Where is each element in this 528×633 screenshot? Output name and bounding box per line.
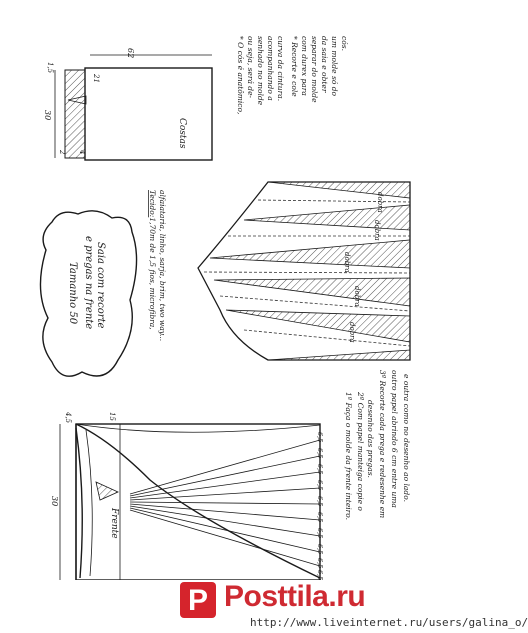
fold-label-1: dobra bbox=[376, 192, 384, 213]
pleat-measure-6: 6,5 bbox=[316, 512, 324, 523]
front-dart-hatch bbox=[96, 482, 118, 500]
pleat-wedge-2 bbox=[244, 205, 410, 230]
back-piece-outline bbox=[85, 68, 212, 160]
pleat-measure-4: 6,5 bbox=[316, 480, 324, 491]
pleat-measure-10: 6,5 bbox=[316, 570, 324, 581]
pleat-wedge-3 bbox=[210, 240, 410, 268]
pleat-wedge-6 bbox=[268, 350, 410, 360]
pleat-measure-1: 6,5 bbox=[316, 432, 324, 443]
back-piece-label: Costas bbox=[177, 118, 187, 149]
back-length-label: 62 bbox=[126, 48, 135, 59]
pleat-ray-8 bbox=[130, 508, 320, 552]
fabric-label: Tecido:1,70m de 1,5 fios, microfibra, bbox=[148, 190, 157, 330]
fold-line-3 bbox=[204, 272, 410, 273]
note1-line3: senhado no molde bbox=[256, 36, 265, 106]
fold-label-5: dobra bbox=[348, 322, 356, 343]
pleat-measure-8: 6,5 bbox=[316, 544, 324, 555]
instructions bbox=[344, 370, 411, 520]
fold-label-3: dobra bbox=[343, 252, 351, 273]
front-top-label: 4,5 bbox=[64, 412, 72, 424]
instruction-1: 1º Faça o molde da frente inteiro. bbox=[344, 392, 353, 521]
note2-line6: cós. bbox=[340, 36, 349, 51]
pleat-measure-2: 6,5 bbox=[316, 448, 324, 459]
instruction-4: 3º Recorte cada prega e redesenhe em bbox=[378, 370, 387, 519]
fold-line-1 bbox=[258, 200, 410, 202]
note2-line4: da saia e obter bbox=[320, 36, 329, 93]
pleat-wedge-1 bbox=[268, 182, 410, 198]
fabric-line2: alfaiataria, linho, sarja, brim, two way... bbox=[158, 190, 167, 342]
back-hem-label-2: 4 bbox=[78, 150, 86, 155]
note2-line5: um molde só do bbox=[330, 36, 339, 97]
title-line2: e pregas na frente bbox=[83, 236, 94, 330]
title-bubble bbox=[40, 211, 136, 376]
back-waist-label: 21 bbox=[92, 74, 100, 83]
pleat-ray-9 bbox=[130, 510, 320, 566]
front-waistband-curve bbox=[76, 428, 82, 578]
note2-line2: com durex para bbox=[300, 36, 309, 96]
pleat-measure-5: 6,5 bbox=[316, 496, 324, 507]
fabric-note bbox=[148, 190, 167, 341]
note1-line4: acompanhando a bbox=[266, 36, 275, 101]
instruction-2: 2º Com papel manteiga copie o bbox=[356, 392, 365, 511]
pleat-measure-9: 6,5 bbox=[316, 558, 324, 569]
pleat-ray-6 bbox=[130, 504, 320, 520]
source-url[interactable]: http://www.liveinternet.ru/users/galina_o/ bbox=[250, 616, 528, 629]
title-line3: Tamanho 50 bbox=[67, 262, 78, 325]
back-top-label: 1,5 bbox=[46, 62, 54, 74]
pleat-wedge-4 bbox=[214, 278, 410, 306]
fold-label-4: dobra bbox=[353, 286, 361, 307]
front-hip-label: 15 bbox=[108, 412, 116, 421]
front-width-label: 30 bbox=[50, 496, 59, 507]
note1-line5: curva da cintura. bbox=[276, 36, 285, 102]
instruction-3: desenho das pregas. bbox=[366, 400, 375, 478]
pleat-ray-7 bbox=[130, 506, 320, 536]
title-line1: Saia com recorte bbox=[95, 242, 106, 329]
instruction-5: outro papel abrindo 6 cm entre uma bbox=[390, 370, 399, 508]
fold-label-2: dobra bbox=[373, 220, 381, 241]
back-notes bbox=[236, 36, 349, 114]
back-piece bbox=[43, 48, 212, 160]
back-waistband-hatch bbox=[65, 70, 85, 158]
back-hem-label-1: 2 bbox=[58, 150, 66, 155]
note1-line1: * O cós é anatômico, bbox=[236, 36, 245, 115]
watermark-footer bbox=[0, 580, 528, 633]
pleat-ray-1 bbox=[130, 440, 320, 494]
pleat-wedge-5 bbox=[226, 310, 410, 342]
instruction-6: e outra como no desenho ao lado. bbox=[402, 374, 411, 502]
front-piece-label: Frente bbox=[109, 508, 119, 539]
pleat-measure-3: 6,5 bbox=[316, 464, 324, 475]
pleat-measure-7: 6,5 bbox=[316, 528, 324, 539]
note2-line3: separar do molde bbox=[310, 36, 319, 103]
note1-line2: ou seja, será de- bbox=[246, 36, 255, 99]
brand-logo-icon: P bbox=[180, 582, 216, 618]
front-waistband-inner bbox=[86, 430, 92, 576]
pleats-piece bbox=[198, 182, 410, 360]
note2-line1: * Recorte e cole bbox=[290, 36, 299, 97]
brand-name[interactable]: Posttila.ru bbox=[224, 580, 366, 613]
front-side-curve bbox=[76, 424, 320, 432]
back-width-label: 30 bbox=[43, 110, 52, 121]
pleat-ray-5 bbox=[130, 502, 320, 504]
